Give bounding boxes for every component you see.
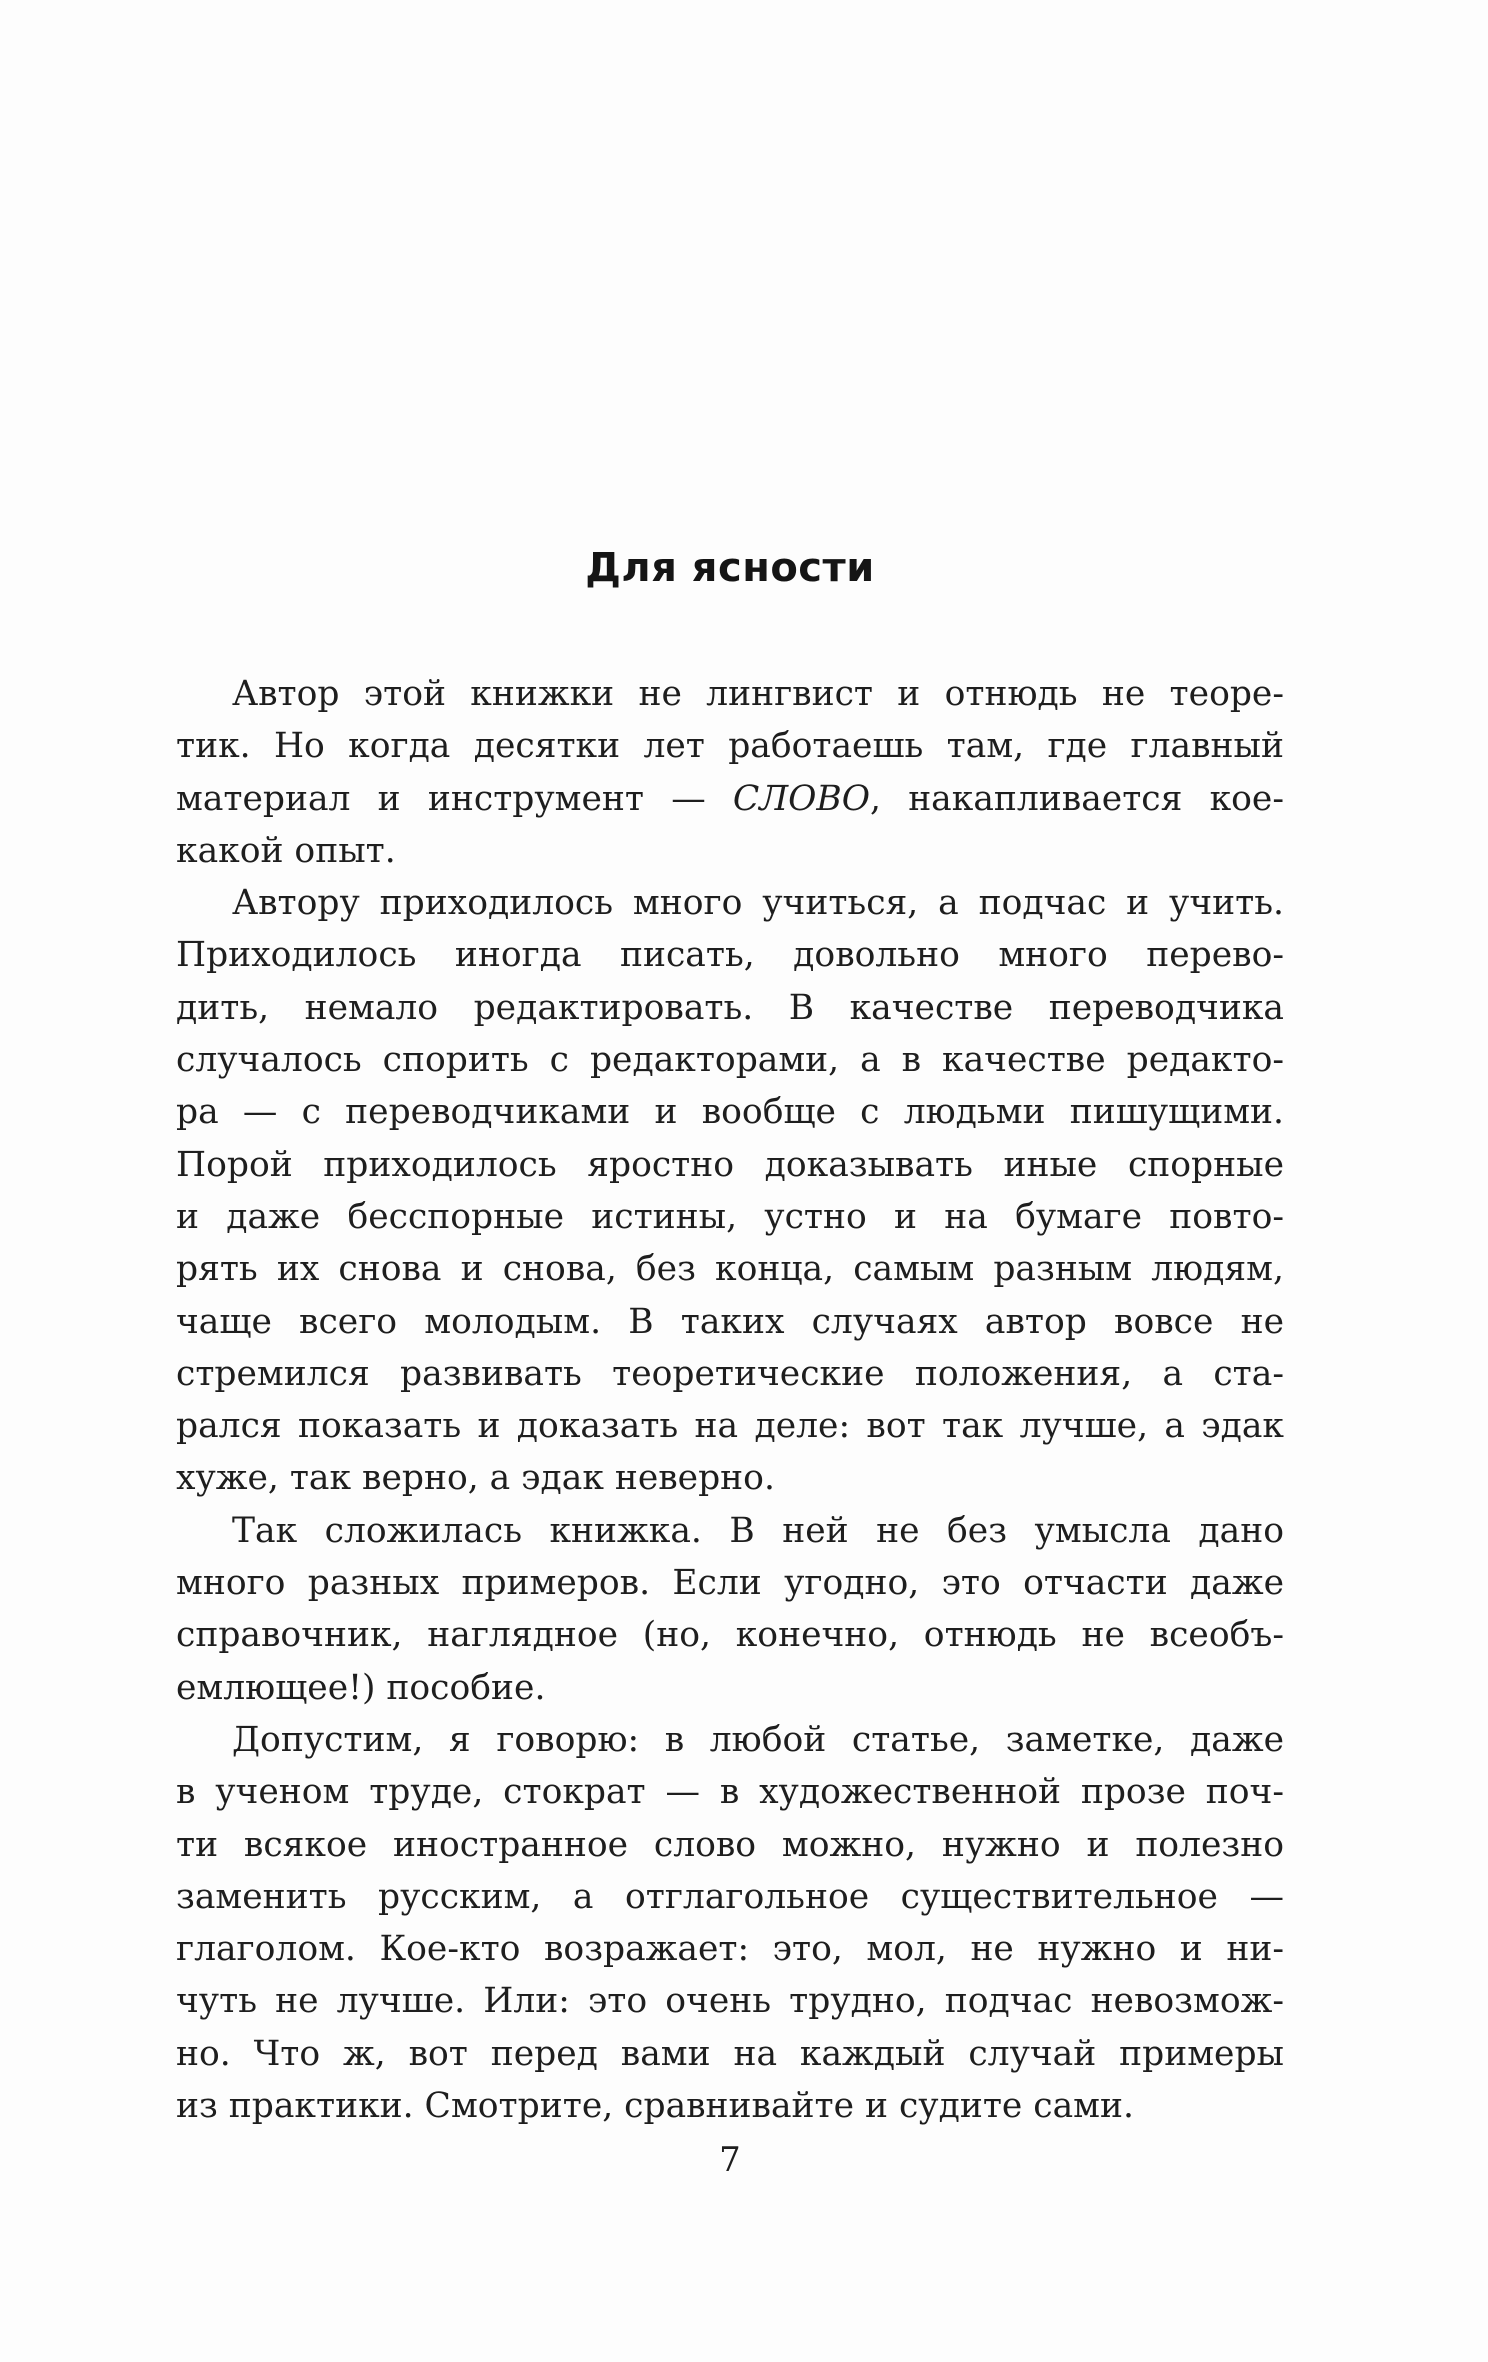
page-number: 7	[719, 2140, 741, 2180]
text-line: чаще всего молодым. В таких случаях автор вовсе не	[176, 1301, 1284, 1342]
text-line: емлющее!) пособие.	[176, 1667, 546, 1708]
text-line: глаголом. Кое-кто возражает: это, мол, не нужно и ни-	[176, 1929, 1284, 1970]
text-line: Автору приходилось много учиться, а подчас и учить.	[232, 883, 1284, 924]
text-line: но. Что ж, вот перед вами на каждый случай примеры	[176, 2033, 1284, 2074]
text-line: рять их снова и снова, без конца, самым разным людям,	[176, 1249, 1284, 1290]
text-line: стремился развивать теоретические положения, а ста-	[176, 1353, 1284, 1394]
text-line: дить, немало редактировать. В качестве переводчика	[176, 987, 1284, 1028]
text-line: Допустим, я говорю: в любой статье, заметке, даже	[232, 1719, 1284, 1760]
text-line: хуже, так верно, а эдак неверно.	[176, 1458, 775, 1499]
text-line: тик. Но когда десятки лет работаешь там, где главный	[176, 726, 1284, 767]
text-line: Порой приходилось яростно доказывать иные спорные	[176, 1144, 1284, 1185]
text-line: рался показать и доказать на деле: вот так лучше, а эдак	[176, 1406, 1284, 1447]
text-line: какой опыт.	[176, 830, 396, 871]
text-line: заменить русским, а отглагольное существительное —	[176, 1876, 1284, 1917]
text-line: случалось спорить с редакторами, а в качестве редакто-	[176, 1040, 1284, 1081]
text-line: ти всякое иностранное слово можно, нужно и полезно	[176, 1824, 1284, 1865]
text-line: из практики. Смотрите, сравнивайте и судите сами.	[176, 2086, 1134, 2127]
text-line: Автор этой книжки не лингвист и отнюдь не теоре-	[232, 674, 1284, 714]
text-line: и даже бесспорные истины, устно и на бумаге повто-	[176, 1196, 1284, 1237]
text-line: много разных примеров. Если угодно, это отчасти даже	[176, 1563, 1284, 1604]
text-line: Так сложилась книжка. В ней не без умысла дано	[232, 1510, 1284, 1551]
text-line: в ученом труде, стократ — в художественной прозе поч-	[176, 1772, 1284, 1813]
chapter-title: Для ясности	[585, 545, 875, 591]
text-line: чуть не лучше. Или: это очень трудно, подчас невозмож-	[176, 1981, 1284, 2022]
emphasized-word: СЛОВО	[732, 778, 871, 819]
text-line: Приходилось иногда писать, довольно много перево-	[176, 935, 1284, 976]
text-line: ра — с переводчиками и вообще с людьми пишущими.	[176, 1092, 1284, 1133]
text-line: справочник, наглядное (но, конечно, отнюдь не всеобъ-	[176, 1615, 1284, 1656]
text-line: материал и инструмент — СЛОВО, накапливается кое-	[176, 778, 1284, 819]
body-text	[176, 668, 1284, 2132]
